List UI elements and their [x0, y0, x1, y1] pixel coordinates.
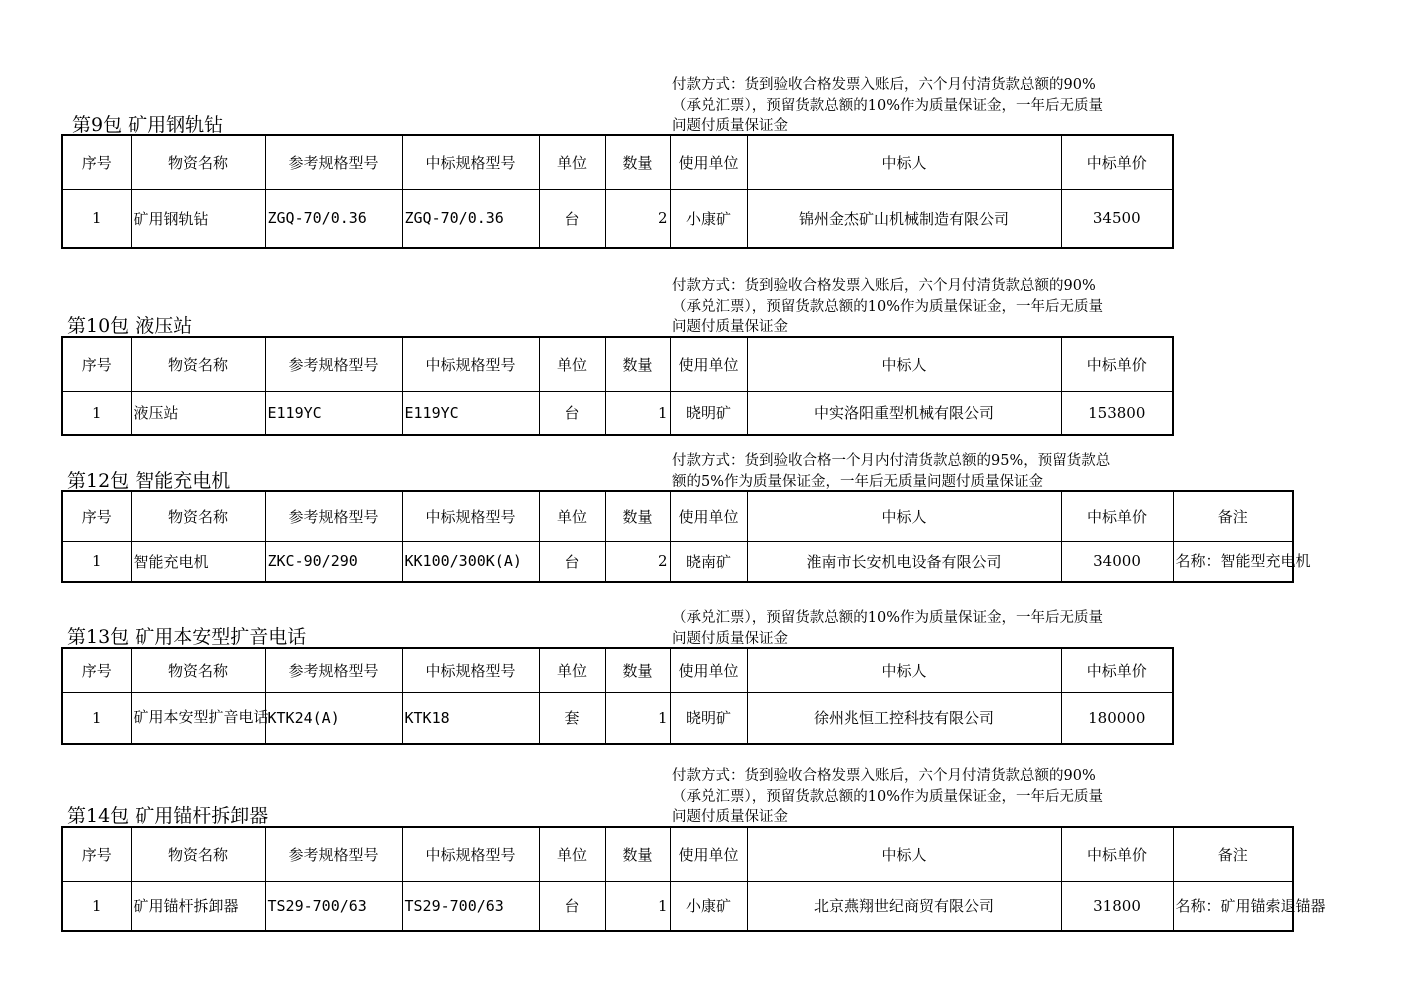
- header-winner: 中标人: [747, 827, 1061, 881]
- package-table: [61, 336, 1174, 436]
- cell-seq: 1: [62, 881, 131, 931]
- payment-terms: [672, 608, 1167, 649]
- payment-line: 付款方式：货到验收合格发票入账后，六个月付清货款总额的90%: [672, 768, 1096, 784]
- header-user: 使用单位: [670, 337, 747, 391]
- cell-ref-spec: KTK24(A): [265, 692, 402, 744]
- package-table: [61, 134, 1174, 249]
- payment-line: 问题付质量保证金: [672, 809, 788, 825]
- header-qty: 数量: [605, 648, 670, 692]
- payment-line: （承兑汇票），预留货款总额的10%作为质量保证金，一年后无质量: [672, 788, 1103, 805]
- cell-price: 31800: [1061, 881, 1173, 931]
- header-winner: 中标人: [747, 648, 1061, 692]
- cell-note: 名称：矿用锚索退锚器: [1173, 881, 1293, 931]
- header-seq: 序号: [62, 135, 131, 189]
- header-winner: 中标人: [747, 337, 1061, 391]
- header-user: 使用单位: [670, 648, 747, 692]
- package-title: 第14包 矿用锚杆拆卸器: [67, 805, 269, 827]
- table-header-row: [62, 827, 1293, 881]
- cell-user: 晓明矿: [670, 391, 747, 435]
- header-ref-spec: 参考规格型号: [265, 337, 402, 391]
- payment-terms: [672, 766, 1167, 828]
- package-table: [61, 826, 1326, 932]
- payment-line: 付款方式：货到验收合格发票入账后，六个月付清货款总额的90%: [672, 278, 1096, 294]
- header-ref-spec: 参考规格型号: [265, 135, 402, 189]
- header-win-spec: 中标规格型号: [402, 135, 539, 189]
- header-seq: 序号: [62, 648, 131, 692]
- cell-ref-spec: ZKC-90/290: [265, 541, 402, 582]
- cell-qty: 1: [605, 881, 670, 931]
- header-price: 中标单价: [1061, 491, 1173, 541]
- payment-line: 问题付质量保证金: [672, 630, 788, 647]
- table-row: [62, 881, 1293, 931]
- cell-ref-spec: TS29-700/63: [265, 881, 402, 931]
- header-name: 物资名称: [131, 827, 265, 881]
- table-header-row: [62, 491, 1293, 541]
- cell-name: 矿用本安型扩音电话: [131, 692, 265, 744]
- header-qty: 数量: [605, 827, 670, 881]
- cell-user: 晓南矿: [670, 541, 747, 582]
- table-row: [62, 541, 1293, 582]
- payment-terms: [672, 276, 1167, 338]
- package-title: 第9包 矿用钢轨钻: [72, 114, 224, 136]
- header-win-spec: 中标规格型号: [402, 337, 539, 391]
- header-qty: 数量: [605, 337, 670, 391]
- package-title: 第10包 液压站: [67, 315, 193, 337]
- cell-unit: 台: [539, 189, 605, 248]
- cell-unit: 台: [539, 391, 605, 435]
- table-header-row: [62, 337, 1173, 391]
- payment-line: （承兑汇票），预留货款总额的10%作为质量保证金，一年后无质量: [672, 298, 1103, 315]
- header-win-spec: 中标规格型号: [402, 491, 539, 541]
- header-qty: 数量: [605, 135, 670, 189]
- header-price: 中标单价: [1061, 648, 1173, 692]
- header-name: 物资名称: [131, 491, 265, 541]
- header-user: 使用单位: [670, 135, 747, 189]
- cell-win-spec: ZGQ-70/0.36: [402, 189, 539, 248]
- cell-winner: 中实洛阳重型机械有限公司: [747, 391, 1061, 435]
- cell-win-spec: E119YC: [402, 391, 539, 435]
- header-unit: 单位: [539, 827, 605, 881]
- cell-name: 矿用锚杆拆卸器: [131, 881, 265, 931]
- cell-winner: 北京燕翔世纪商贸有限公司: [747, 881, 1061, 931]
- cell-seq: 1: [62, 189, 131, 248]
- header-winner: 中标人: [747, 491, 1061, 541]
- payment-line: 额的5%作为质量保证金，一年后无质量问题付质量保证金: [672, 473, 1044, 490]
- cell-unit: 套: [539, 692, 605, 744]
- cell-unit: 台: [539, 541, 605, 582]
- cell-winner: 锦州金杰矿山机械制造有限公司: [747, 189, 1061, 248]
- cell-seq: 1: [62, 692, 131, 744]
- cell-win-spec: KTK18: [402, 692, 539, 744]
- header-unit: 单位: [539, 648, 605, 692]
- package-title: 第12包 智能充电机: [67, 470, 231, 492]
- payment-line: （承兑汇票），预留货款总额的10%作为质量保证金，一年后无质量: [672, 97, 1103, 114]
- header-qty: 数量: [605, 491, 670, 541]
- header-seq: 序号: [62, 491, 131, 541]
- cell-price: 34500: [1061, 189, 1173, 248]
- cell-win-spec: TS29-700/63: [402, 881, 539, 931]
- header-user: 使用单位: [670, 827, 747, 881]
- payment-line: 付款方式：货到验收合格发票入账后，六个月付清货款总额的90%: [672, 77, 1096, 93]
- package-title: 第13包 矿用本安型扩音电话: [67, 626, 307, 648]
- cell-ref-spec: E119YC: [265, 391, 402, 435]
- header-unit: 单位: [539, 491, 605, 541]
- cell-name: 液压站: [131, 391, 265, 435]
- cell-qty: 2: [605, 541, 670, 582]
- package-table: [61, 647, 1174, 745]
- header-seq: 序号: [62, 827, 131, 881]
- header-winner: 中标人: [747, 135, 1061, 189]
- cell-ref-spec: ZGQ-70/0.36: [265, 189, 402, 248]
- header-note: 备注: [1173, 491, 1293, 541]
- cell-user: 小康矿: [670, 881, 747, 931]
- payment-line: 问题付质量保证金: [672, 319, 788, 335]
- cell-name: 智能充电机: [131, 541, 265, 582]
- table-row: [62, 189, 1173, 248]
- payment-line: 付款方式：货到验收合格一个月内付清货款总额的95%，预留货款总: [672, 453, 1111, 469]
- header-price: 中标单价: [1061, 827, 1173, 881]
- header-seq: 序号: [62, 337, 131, 391]
- cell-name: 矿用钢轨钻: [131, 189, 265, 248]
- cell-qty: 2: [605, 189, 670, 248]
- header-ref-spec: 参考规格型号: [265, 827, 402, 881]
- cell-price: 153800: [1061, 391, 1173, 435]
- cell-user: 小康矿: [670, 189, 747, 248]
- payment-line: 问题付质量保证金: [672, 118, 788, 134]
- cell-user: 晓明矿: [670, 692, 747, 744]
- cell-price: 180000: [1061, 692, 1173, 744]
- table-header-row: [62, 648, 1173, 692]
- cell-unit: 台: [539, 881, 605, 931]
- payment-line: （承兑汇票），预留货款总额的10%作为质量保证金，一年后无质量: [672, 610, 1103, 626]
- payment-terms: [672, 451, 1167, 492]
- cell-qty: 1: [605, 692, 670, 744]
- header-unit: 单位: [539, 135, 605, 189]
- cell-note: 名称：智能型充电机: [1173, 541, 1293, 582]
- header-note: 备注: [1173, 827, 1293, 881]
- header-price: 中标单价: [1061, 337, 1173, 391]
- table-row: [62, 692, 1173, 744]
- header-unit: 单位: [539, 337, 605, 391]
- header-win-spec: 中标规格型号: [402, 648, 539, 692]
- cell-winner: 淮南市长安机电设备有限公司: [747, 541, 1061, 582]
- header-name: 物资名称: [131, 135, 265, 189]
- package-table: [61, 490, 1311, 583]
- header-win-spec: 中标规格型号: [402, 827, 539, 881]
- table-row: [62, 391, 1173, 435]
- table-header-row: [62, 135, 1173, 189]
- header-user: 使用单位: [670, 491, 747, 541]
- cell-winner: 徐州兆恒工控科技有限公司: [747, 692, 1061, 744]
- cell-seq: 1: [62, 541, 131, 582]
- cell-qty: 1: [605, 391, 670, 435]
- cell-price: 34000: [1061, 541, 1173, 582]
- header-name: 物资名称: [131, 337, 265, 391]
- cell-seq: 1: [62, 391, 131, 435]
- header-price: 中标单价: [1061, 135, 1173, 189]
- cell-win-spec: KK100/300K(A): [402, 541, 539, 582]
- header-ref-spec: 参考规格型号: [265, 648, 402, 692]
- header-ref-spec: 参考规格型号: [265, 491, 402, 541]
- header-name: 物资名称: [131, 648, 265, 692]
- payment-terms: [672, 75, 1167, 137]
